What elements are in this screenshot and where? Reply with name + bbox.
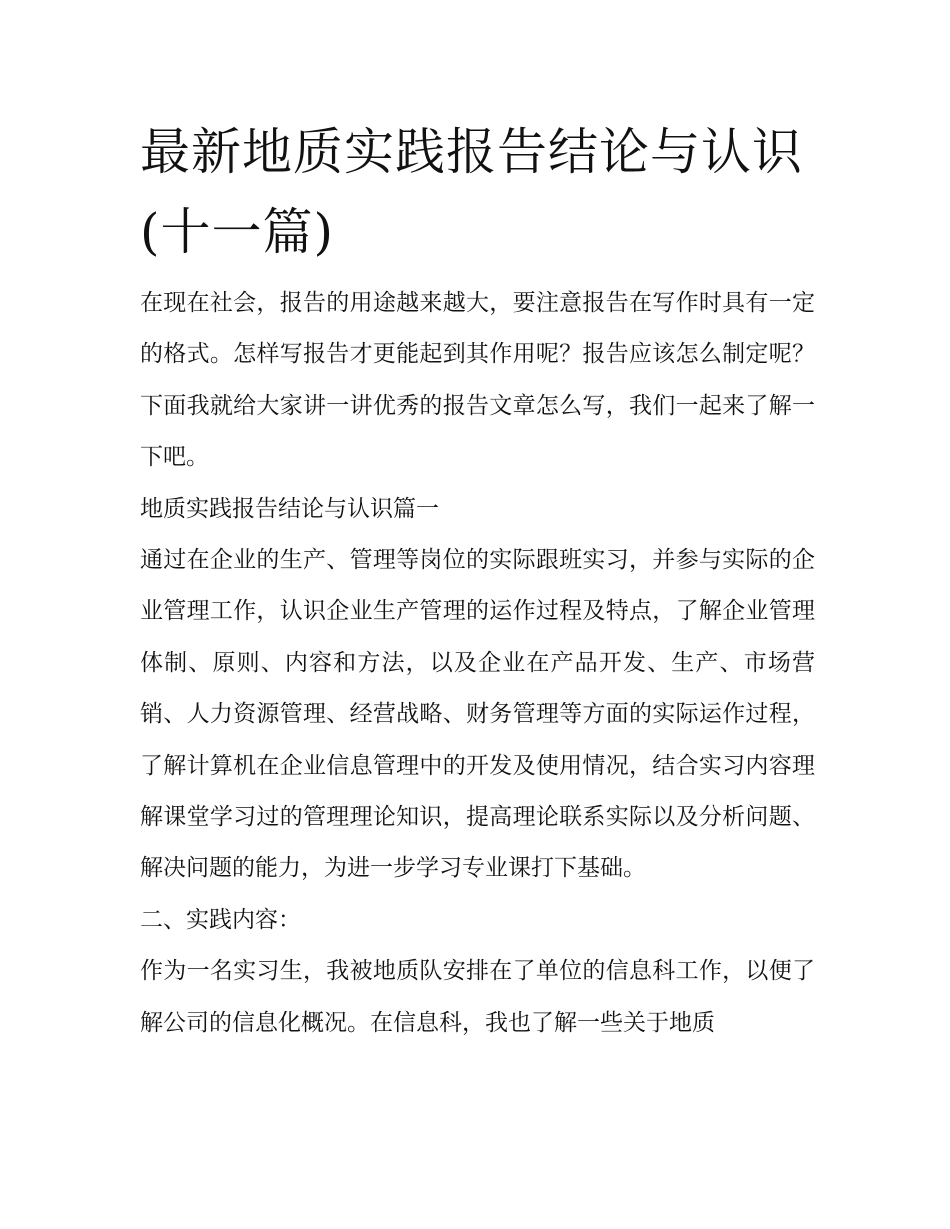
- section-heading: 二、实践内容：: [140, 906, 301, 933]
- body-paragraph: 作为一名实习生，我被地质队安排在了单位的信息科工作，以便了解公司的信息化概况。在信息科，我也了解一些关于地质: [140, 958, 815, 1036]
- body-paragraph: 通过在企业的生产、管理等岗位的实际跟班实习，并参与实际的企业管理工作，认识企业生产管理的运作过程及特点，了解企业管理体制、原则、内容和方法，以及企业在产品开发、生产、市场营销、人力资源管理、经营战略、财务管理等方面的实际运作过程，了解计算机在企业信息管理中的开发及使用情况，结合实习内容理解课堂学习过的管理理论知识，提高理论联系实际以及分析问题、解决问题的能力，为进一步学习专业课打下基础。: [140, 547, 815, 882]
- section-heading: 地质实践报告结论与认识篇一: [140, 495, 439, 522]
- document-title: 最新地质实践报告结论与认识(十一篇): [140, 123, 803, 261]
- document-page: [140, 112, 815, 1049]
- intro-paragraph: 在现在社会，报告的用途越来越大，要注意报告在写作时具有一定的格式。怎样写报告才更能起到其作用呢？报告应该怎么制定呢？下面我就给大家讲一讲优秀的报告文章怎么写，我们一起来了解一下吧。: [140, 290, 815, 471]
